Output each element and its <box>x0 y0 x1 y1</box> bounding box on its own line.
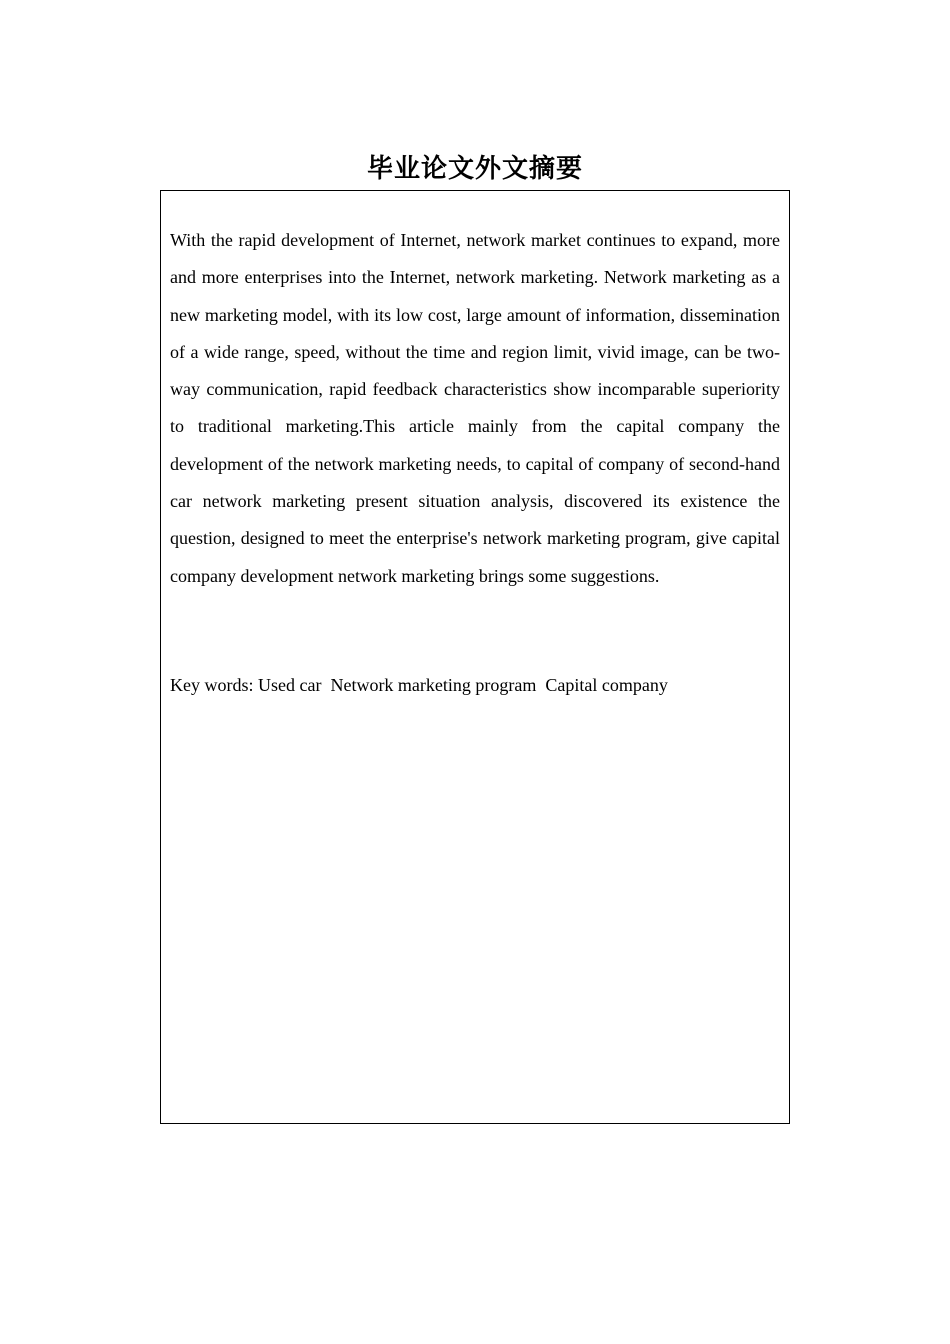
page-title: 毕业论文外文摘要 <box>366 154 583 185</box>
keywords-line: Key words: Used car Network marketing program Capital company <box>170 675 668 695</box>
abstract-body: With the rapid development of Internet, network market continues to expand, more and more enterprises into the Internet, network marketing. Network marketing as a new marketing model, with its low cost, large amount of information, dissemination of a wide range, speed, without the time and region limit, vivid image, can be two-way communication, rapid feedback characteristics show incomparable superiority to traditional marketing.This article mainly from the capital company the development of the network marketing needs, to capital of company of second-hand car network marketing present situation analysis, discovered its existence the question, designed to meet the enterprise's network marketing program, give capital company development network marketing brings some suggestions. <box>170 230 780 586</box>
